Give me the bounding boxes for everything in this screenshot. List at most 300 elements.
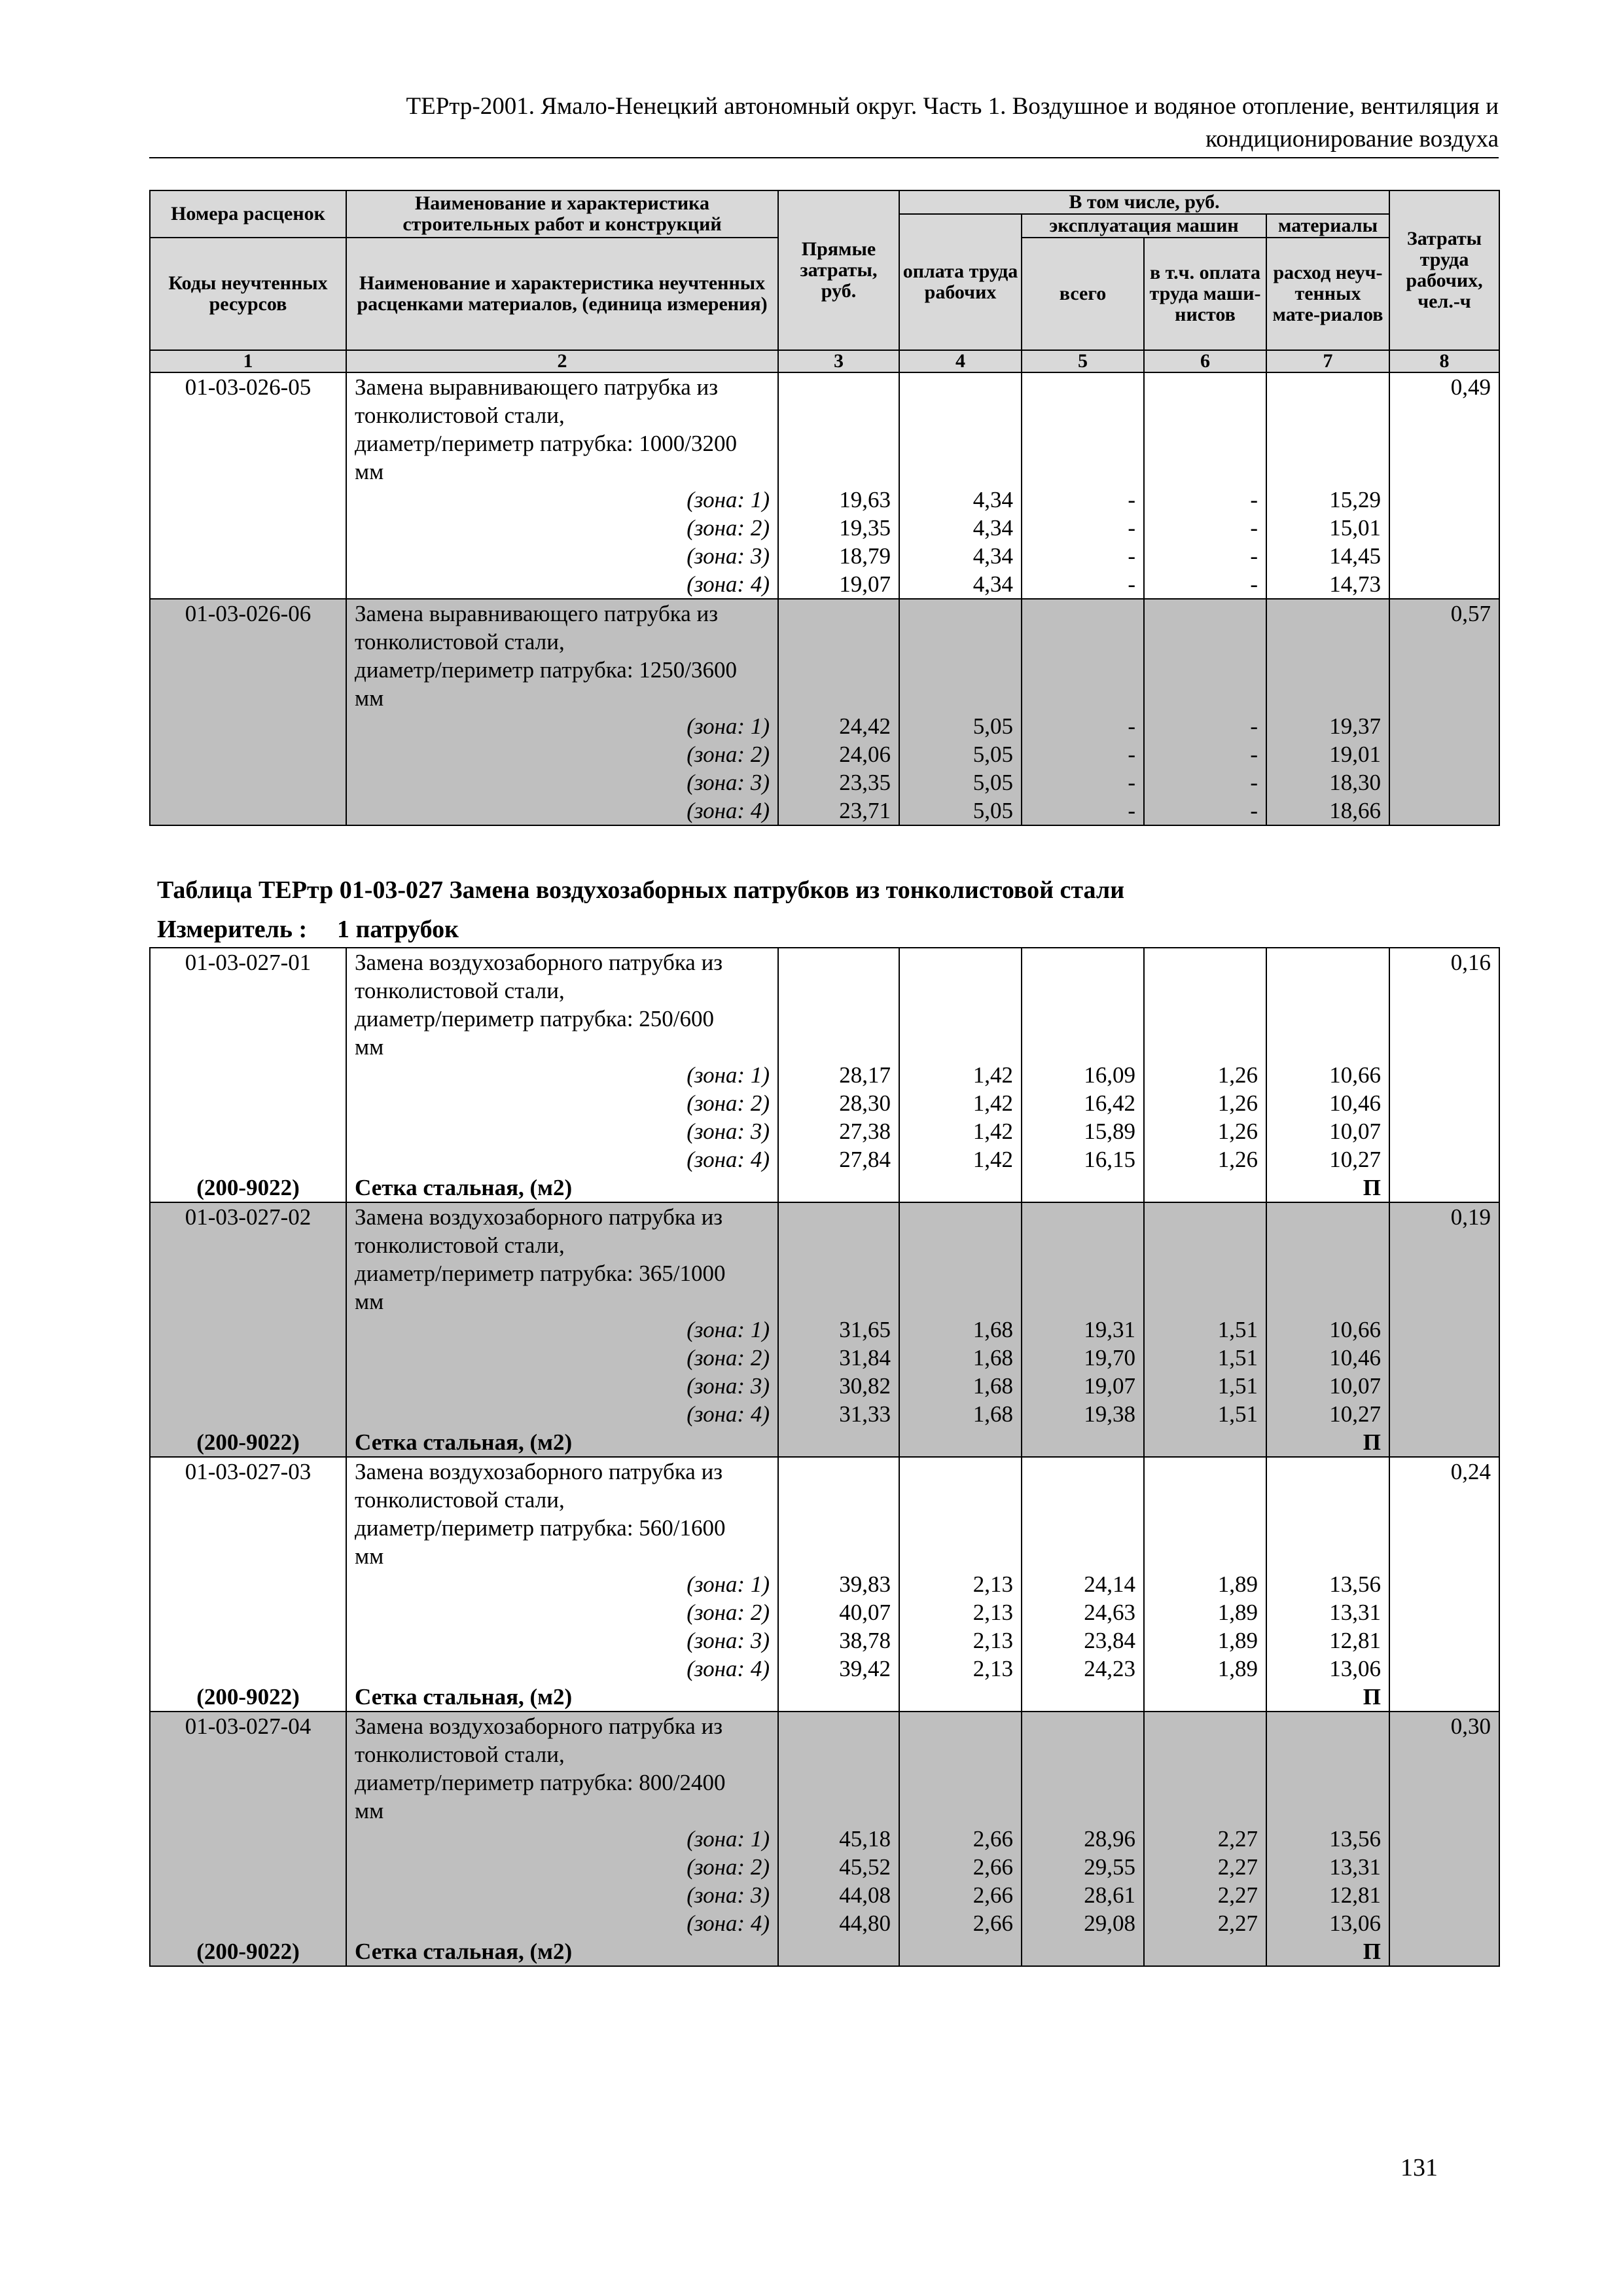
rate-description-line: Замена выравнивающего патрубка из: [346, 599, 778, 628]
empty-cell: [1266, 656, 1389, 684]
empty-cell: [1144, 1683, 1266, 1712]
machinist-pay-value: 1,51: [1144, 1372, 1266, 1400]
direct-costs-value: 23,71: [778, 797, 899, 825]
empty-cell: [778, 1937, 899, 1966]
empty-cell: [1266, 1740, 1389, 1768]
empty-cell: [150, 1626, 346, 1655]
materials-value: 10,46: [1266, 1344, 1389, 1372]
resource-flag: П: [1266, 1937, 1389, 1966]
rate-description-line: мм: [346, 1542, 778, 1570]
machines-total-value: 24,14: [1022, 1570, 1144, 1598]
empty-cell: [1389, 1005, 1499, 1033]
head-resource-names: Наименование и характеристика неучтенных расценками материалов, (единица измерения): [346, 238, 778, 350]
empty-cell: [150, 1033, 346, 1061]
description-line-row: [150, 1486, 1499, 1514]
empty-cell: [1022, 599, 1144, 628]
direct-costs-value: 44,08: [778, 1881, 899, 1909]
description-line-row: [150, 1259, 1499, 1287]
empty-cell: [899, 1287, 1022, 1316]
empty-cell: [1022, 1712, 1144, 1740]
empty-cell: [1266, 1033, 1389, 1061]
machinist-pay-value: 1,89: [1144, 1570, 1266, 1598]
empty-cell: [1266, 1797, 1389, 1825]
empty-cell: [1389, 977, 1499, 1005]
empty-cell: [1266, 1768, 1389, 1797]
empty-cell: [150, 1316, 346, 1344]
resource-code: (200-9022): [150, 1683, 346, 1712]
empty-cell: [899, 1202, 1022, 1231]
empty-cell: [778, 1005, 899, 1033]
materials-value: 19,37: [1266, 712, 1389, 740]
empty-cell: [899, 948, 1022, 977]
zone-row: [150, 712, 1499, 740]
machines-total-value: 15,89: [1022, 1117, 1144, 1145]
machines-total-value: 19,31: [1022, 1316, 1144, 1344]
description-line-row: [150, 599, 1499, 628]
empty-cell: [1389, 1598, 1499, 1626]
empty-cell: [150, 1768, 346, 1797]
description-line-row: [150, 1287, 1499, 1316]
rate-group: [150, 948, 1499, 1202]
empty-cell: [1022, 948, 1144, 977]
zone-row: [150, 1881, 1499, 1909]
rate-description-line: Замена выравнивающего патрубка из: [346, 372, 778, 401]
empty-cell: [1022, 429, 1144, 457]
empty-cell: [1022, 1428, 1144, 1457]
measure-value: 1 патрубок: [337, 916, 459, 943]
rate-description-line: Замена воздухозаборного патрубка из: [346, 1712, 778, 1740]
worker-pay-value: 5,05: [899, 768, 1022, 797]
empty-cell: [150, 1655, 346, 1683]
empty-cell: [1389, 1486, 1499, 1514]
empty-cell: [1022, 372, 1144, 401]
empty-cell: [778, 1287, 899, 1316]
empty-cell: [778, 1797, 899, 1825]
empty-cell: [1144, 1202, 1266, 1231]
measure-label: Измеритель :: [157, 916, 308, 943]
empty-cell: [899, 977, 1022, 1005]
empty-cell: [150, 1259, 346, 1287]
machinist-pay-value: 1,89: [1144, 1655, 1266, 1683]
empty-cell: [778, 1428, 899, 1457]
empty-cell: [150, 1542, 346, 1570]
zone-label: (зона: 2): [346, 1344, 778, 1372]
empty-cell: [1389, 797, 1499, 825]
empty-cell: [1266, 628, 1389, 656]
empty-cell: [150, 977, 346, 1005]
empty-cell: [1266, 1457, 1389, 1486]
materials-value: 15,29: [1266, 486, 1389, 514]
worker-pay-value: 5,05: [899, 740, 1022, 768]
materials-value: 10,66: [1266, 1061, 1389, 1089]
worker-pay-value: 2,66: [899, 1881, 1022, 1909]
resource-row: [150, 1428, 1499, 1457]
head-resource-codes: Коды неучтенных ресурсов: [150, 238, 346, 350]
machines-total-value: 28,96: [1022, 1825, 1144, 1853]
empty-cell: [1144, 1231, 1266, 1259]
materials-value: 13,31: [1266, 1853, 1389, 1881]
description-line-row: [150, 656, 1499, 684]
head-work-name: Наименование и характеристика строительных работ и конструкций: [346, 190, 778, 238]
empty-cell: [1022, 684, 1144, 712]
zone-row: [150, 797, 1499, 825]
zone-row: [150, 486, 1499, 514]
machines-total-value: -: [1022, 514, 1144, 542]
materials-value: 13,31: [1266, 1598, 1389, 1626]
description-line-row: [150, 1005, 1499, 1033]
column-number: 6: [1144, 350, 1266, 372]
rate-code: 01-03-026-06: [150, 599, 346, 628]
head-machines: эксплуатация машин: [1022, 214, 1266, 238]
rate-code: 01-03-026-05: [150, 372, 346, 401]
worker-pay-value: 1,68: [899, 1400, 1022, 1428]
empty-cell: [1389, 1259, 1499, 1287]
zone-row: [150, 1825, 1499, 1853]
empty-cell: [150, 1400, 346, 1428]
head-unaccounted-materials: расход неуч-тенных мате-риалов: [1266, 238, 1389, 350]
empty-cell: [899, 1428, 1022, 1457]
machinist-pay-value: 1,51: [1144, 1400, 1266, 1428]
direct-costs-value: 27,38: [778, 1117, 899, 1145]
machines-total-value: 24,23: [1022, 1655, 1144, 1683]
empty-cell: [1266, 1514, 1389, 1542]
materials-value: 10,27: [1266, 1400, 1389, 1428]
description-line-row: [150, 1202, 1499, 1231]
empty-cell: [1022, 401, 1144, 429]
rate-description-line: диаметр/периметр патрубка: 800/2400: [346, 1768, 778, 1797]
empty-cell: [899, 1231, 1022, 1259]
machinist-pay-value: 2,27: [1144, 1825, 1266, 1853]
empty-cell: [899, 1005, 1022, 1033]
empty-cell: [1389, 1626, 1499, 1655]
rate-description-line: Замена воздухозаборного патрубка из: [346, 1457, 778, 1486]
rate-group: [150, 1457, 1499, 1712]
resource-flag: П: [1266, 1174, 1389, 1202]
empty-cell: [1389, 1881, 1499, 1909]
description-line-row: [150, 1033, 1499, 1061]
zone-row: [150, 1372, 1499, 1400]
empty-cell: [150, 1797, 346, 1825]
empty-cell: [1022, 1231, 1144, 1259]
column-number: 4: [899, 350, 1022, 372]
description-line-row: [150, 1712, 1499, 1740]
empty-cell: [899, 1683, 1022, 1712]
zone-row: [150, 1061, 1499, 1089]
empty-cell: [1389, 542, 1499, 570]
empty-cell: [1022, 457, 1144, 486]
zone-row: [150, 1316, 1499, 1344]
rate-description-line: диаметр/периметр патрубка: 250/600: [346, 1005, 778, 1033]
materials-value: 18,30: [1266, 768, 1389, 797]
empty-cell: [1144, 1542, 1266, 1570]
resource-flag: П: [1266, 1428, 1389, 1457]
worker-pay-value: 2,13: [899, 1626, 1022, 1655]
empty-cell: [150, 1231, 346, 1259]
worker-pay-value: 4,34: [899, 542, 1022, 570]
resource-row: [150, 1683, 1499, 1712]
zone-label: (зона: 4): [346, 1909, 778, 1937]
zone-label: (зона: 1): [346, 1061, 778, 1089]
direct-costs-value: 38,78: [778, 1626, 899, 1655]
empty-cell: [1266, 1287, 1389, 1316]
worker-pay-value: 2,13: [899, 1655, 1022, 1683]
machines-total-value: 16,42: [1022, 1089, 1144, 1117]
empty-cell: [1144, 1259, 1266, 1287]
empty-cell: [1144, 684, 1266, 712]
materials-value: 14,45: [1266, 542, 1389, 570]
machines-total-value: 19,38: [1022, 1400, 1144, 1428]
materials-value: 13,56: [1266, 1825, 1389, 1853]
worker-pay-value: 1,68: [899, 1372, 1022, 1400]
description-line-row: [150, 977, 1499, 1005]
empty-cell: [1022, 1174, 1144, 1202]
empty-cell: [778, 1683, 899, 1712]
zone-row: [150, 1344, 1499, 1372]
empty-cell: [1022, 1514, 1144, 1542]
empty-cell: [778, 1033, 899, 1061]
empty-cell: [778, 429, 899, 457]
rate-description-line: мм: [346, 1287, 778, 1316]
zone-label: (зона: 1): [346, 1825, 778, 1853]
empty-cell: [150, 1570, 346, 1598]
zone-row: [150, 1089, 1499, 1117]
materials-value: 13,56: [1266, 1570, 1389, 1598]
empty-cell: [150, 797, 346, 825]
rate-group: [150, 1712, 1499, 1966]
zone-label: (зона: 3): [346, 1372, 778, 1400]
worker-pay-value: 2,66: [899, 1825, 1022, 1853]
worker-pay-value: 4,34: [899, 514, 1022, 542]
empty-cell: [1389, 1117, 1499, 1145]
labor-costs-value: 0,30: [1389, 1712, 1499, 1740]
resource-name: Сетка стальная, (м2): [346, 1937, 778, 1966]
empty-cell: [1022, 1005, 1144, 1033]
machinist-pay-value: -: [1144, 712, 1266, 740]
empty-cell: [1389, 1909, 1499, 1937]
rate-description-line: мм: [346, 684, 778, 712]
description-line-row: [150, 1514, 1499, 1542]
column-number: 1: [150, 350, 346, 372]
machines-total-value: 29,55: [1022, 1853, 1144, 1881]
worker-pay-value: 2,66: [899, 1853, 1022, 1881]
empty-cell: [1389, 570, 1499, 599]
empty-cell: [1144, 948, 1266, 977]
materials-value: 13,06: [1266, 1655, 1389, 1683]
zone-label: (зона: 2): [346, 1853, 778, 1881]
machinist-pay-value: 1,26: [1144, 1117, 1266, 1145]
empty-cell: [1389, 1287, 1499, 1316]
zone-row: [150, 514, 1499, 542]
empty-cell: [1389, 1061, 1499, 1089]
zone-label: (зона: 3): [346, 542, 778, 570]
empty-cell: [1389, 401, 1499, 429]
zone-label: (зона: 4): [346, 1145, 778, 1174]
empty-cell: [778, 1768, 899, 1797]
machines-total-value: -: [1022, 570, 1144, 599]
description-line-row: [150, 1797, 1499, 1825]
direct-costs-value: 24,42: [778, 712, 899, 740]
worker-pay-value: 1,42: [899, 1145, 1022, 1174]
empty-cell: [1266, 372, 1389, 401]
empty-cell: [1266, 977, 1389, 1005]
empty-cell: [1389, 1937, 1499, 1966]
machines-total-value: 16,09: [1022, 1061, 1144, 1089]
empty-cell: [1022, 1740, 1144, 1768]
labor-costs-value: 0,19: [1389, 1202, 1499, 1231]
head-machinist-pay: в т.ч. оплата труда маши-нистов: [1144, 238, 1266, 350]
empty-cell: [899, 684, 1022, 712]
running-header: [149, 90, 1499, 156]
empty-cell: [150, 1117, 346, 1145]
description-line-row: [150, 429, 1499, 457]
head-rate-numbers: Номера расценок: [150, 190, 346, 238]
empty-cell: [1389, 712, 1499, 740]
empty-cell: [150, 542, 346, 570]
materials-value: 14,73: [1266, 570, 1389, 599]
empty-cell: [1144, 977, 1266, 1005]
empty-cell: [778, 457, 899, 486]
empty-cell: [1389, 1145, 1499, 1174]
rate-description-line: мм: [346, 1033, 778, 1061]
empty-cell: [1144, 656, 1266, 684]
empty-cell: [778, 401, 899, 429]
empty-cell: [1144, 1712, 1266, 1740]
machines-total-value: -: [1022, 486, 1144, 514]
direct-costs-value: 39,42: [778, 1655, 899, 1683]
description-line-row: [150, 628, 1499, 656]
empty-cell: [150, 514, 346, 542]
empty-cell: [778, 1712, 899, 1740]
empty-cell: [150, 1486, 346, 1514]
resource-name: Сетка стальная, (м2): [346, 1174, 778, 1202]
direct-costs-value: 45,52: [778, 1853, 899, 1881]
empty-cell: [778, 1457, 899, 1486]
empty-cell: [150, 1514, 346, 1542]
head-worker-pay: оплата труда рабочих: [899, 214, 1022, 350]
empty-cell: [1389, 1316, 1499, 1344]
empty-cell: [1144, 628, 1266, 656]
machinist-pay-value: 2,27: [1144, 1909, 1266, 1937]
direct-costs-value: 31,84: [778, 1344, 899, 1372]
rate-description-line: тонколистовой стали,: [346, 1486, 778, 1514]
table-header: [150, 190, 1499, 372]
empty-cell: [150, 486, 346, 514]
empty-cell: [778, 372, 899, 401]
rate-description-line: тонколистовой стали,: [346, 1740, 778, 1768]
empty-cell: [1389, 1231, 1499, 1259]
direct-costs-value: 28,30: [778, 1089, 899, 1117]
description-line-row: [150, 1740, 1499, 1768]
direct-costs-value: 23,35: [778, 768, 899, 797]
empty-cell: [899, 1033, 1022, 1061]
empty-cell: [150, 429, 346, 457]
zone-label: (зона: 1): [346, 1570, 778, 1598]
direct-costs-value: 30,82: [778, 1372, 899, 1400]
resource-code: (200-9022): [150, 1174, 346, 1202]
zone-label: (зона: 4): [346, 797, 778, 825]
empty-cell: [1389, 768, 1499, 797]
empty-cell: [899, 372, 1022, 401]
empty-cell: [778, 684, 899, 712]
empty-cell: [150, 628, 346, 656]
machinist-pay-value: -: [1144, 542, 1266, 570]
machinist-pay-value: 1,51: [1144, 1316, 1266, 1344]
direct-costs-value: 19,35: [778, 514, 899, 542]
empty-cell: [1389, 457, 1499, 486]
empty-cell: [150, 1598, 346, 1626]
resource-row: [150, 1937, 1499, 1966]
description-line-row: [150, 1457, 1499, 1486]
zone-row: [150, 1145, 1499, 1174]
empty-cell: [1266, 429, 1389, 457]
empty-cell: [1022, 1542, 1144, 1570]
empty-cell: [150, 457, 346, 486]
zone-label: (зона: 2): [346, 1089, 778, 1117]
rate-code: 01-03-027-03: [150, 1457, 346, 1486]
description-line-row: [150, 457, 1499, 486]
empty-cell: [1266, 599, 1389, 628]
zone-row: [150, 1598, 1499, 1626]
materials-value: 10,66: [1266, 1316, 1389, 1344]
empty-cell: [778, 1202, 899, 1231]
empty-cell: [150, 740, 346, 768]
machines-total-value: 16,15: [1022, 1145, 1144, 1174]
empty-cell: [899, 1797, 1022, 1825]
empty-cell: [1389, 1089, 1499, 1117]
worker-pay-value: 5,05: [899, 797, 1022, 825]
empty-cell: [1022, 1457, 1144, 1486]
zone-label: (зона: 3): [346, 1626, 778, 1655]
column-number: 5: [1022, 350, 1144, 372]
labor-costs-value: 0,16: [1389, 948, 1499, 977]
machinist-pay-value: 1,26: [1144, 1089, 1266, 1117]
empty-cell: [150, 1344, 346, 1372]
zone-label: (зона: 1): [346, 1316, 778, 1344]
empty-cell: [1389, 1797, 1499, 1825]
empty-cell: [150, 1881, 346, 1909]
empty-cell: [1144, 1428, 1266, 1457]
direct-costs-value: 44,80: [778, 1909, 899, 1937]
rate-code: 01-03-027-02: [150, 1202, 346, 1231]
empty-cell: [899, 1259, 1022, 1287]
empty-cell: [1022, 1287, 1144, 1316]
zone-label: (зона: 4): [346, 570, 778, 599]
materials-value: 15,01: [1266, 514, 1389, 542]
worker-pay-value: 2,66: [899, 1909, 1022, 1937]
column-numbers-row: [150, 350, 1499, 372]
zone-row: [150, 768, 1499, 797]
machines-total-value: -: [1022, 712, 1144, 740]
empty-cell: [1389, 1372, 1499, 1400]
machinist-pay-value: 1,51: [1144, 1344, 1266, 1372]
empty-cell: [150, 1061, 346, 1089]
empty-cell: [1144, 429, 1266, 457]
rate-code: 01-03-027-04: [150, 1712, 346, 1740]
empty-cell: [899, 1937, 1022, 1966]
head-including: В том числе, руб.: [899, 190, 1389, 214]
zone-row: [150, 1655, 1499, 1683]
machines-total-value: -: [1022, 797, 1144, 825]
rate-description-line: диаметр/периметр патрубка: 365/1000: [346, 1259, 778, 1287]
direct-costs-value: 24,06: [778, 740, 899, 768]
empty-cell: [1389, 429, 1499, 457]
resource-name: Сетка стальная, (м2): [346, 1683, 778, 1712]
zone-label: (зона: 2): [346, 514, 778, 542]
header-divider: [149, 157, 1499, 158]
machinist-pay-value: 2,27: [1144, 1853, 1266, 1881]
empty-cell: [1022, 1768, 1144, 1797]
rate-description-line: мм: [346, 1797, 778, 1825]
